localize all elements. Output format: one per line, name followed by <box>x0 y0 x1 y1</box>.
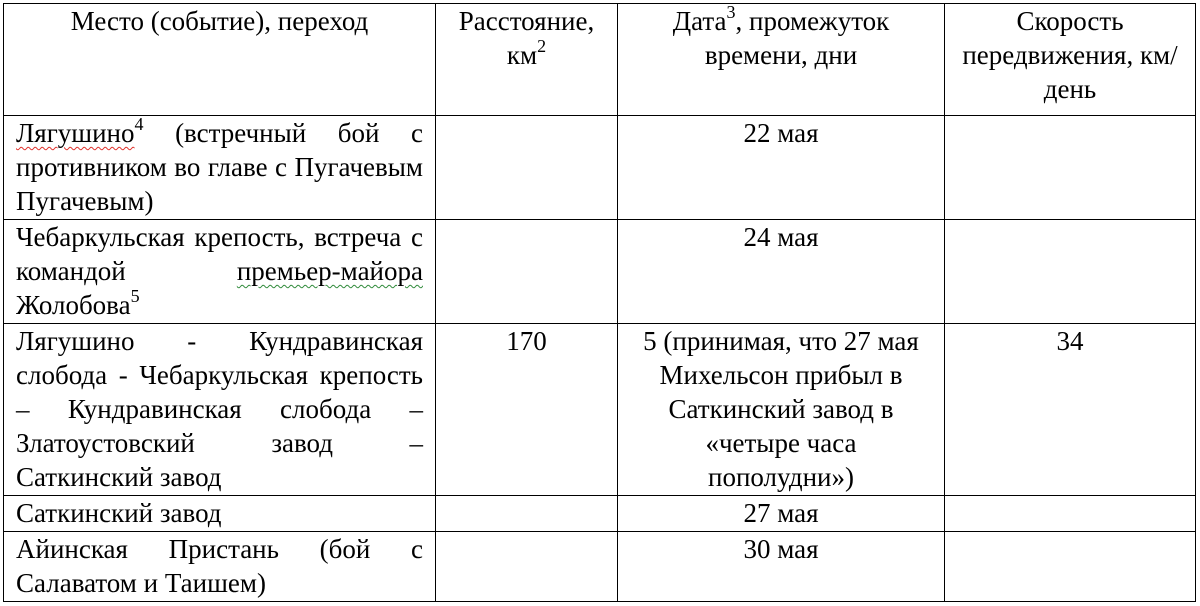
route-table <box>3 3 1196 602</box>
cell-speed <box>945 532 1196 602</box>
cell-place: Айинская Пристань (бой с Салаватом и Таишем) <box>4 532 436 602</box>
cell-speed <box>945 496 1196 532</box>
cell-distance <box>436 532 618 602</box>
header-date: Дата$^3$, промежуток времени, дни <box>618 4 945 116</box>
cell-distance <box>436 220 618 324</box>
cell-place: Саткинский завод <box>4 496 436 532</box>
table-row <box>4 116 1196 220</box>
table-row <box>4 324 1196 496</box>
cell-distance <box>436 496 618 532</box>
cell-place: Чебаркульская крепость, встреча с командой премьер-майора Жолобова$^5$ <box>4 220 436 324</box>
header-distance: Расстояние, $км^2$ <box>436 4 618 116</box>
cell-place: Лягушино - Кундравинская слобода - Чебаркульская крепость – Кундравинская слобода – Златоустовский завод – Саткинский завод <box>4 324 436 496</box>
cell-date: 27 мая <box>618 496 945 532</box>
cell-date: 30 мая <box>618 532 945 602</box>
table-row <box>4 496 1196 532</box>
cell-distance: 170 <box>436 324 618 496</box>
table-row <box>4 532 1196 602</box>
header-place: Место (событие), переход <box>4 4 436 116</box>
cell-date: 22 мая <box>618 116 945 220</box>
table-row <box>4 220 1196 324</box>
cell-date: 24 мая <box>618 220 945 324</box>
cell-distance <box>436 116 618 220</box>
cell-speed <box>945 116 1196 220</box>
cell-place: Лягушино$^4$ (встречный бой с противником во главе с Пугачевым Пугачевым) <box>4 116 436 220</box>
header-speed: Скорость передвижения, км/день <box>945 4 1196 116</box>
cell-speed <box>945 220 1196 324</box>
header-row <box>4 4 1196 116</box>
cell-date: 5 (принимая, что 27 мая Михельсон прибыл в Саткинский завод в «четыре часа пополудни») <box>618 324 945 496</box>
cell-speed: 34 <box>945 324 1196 496</box>
